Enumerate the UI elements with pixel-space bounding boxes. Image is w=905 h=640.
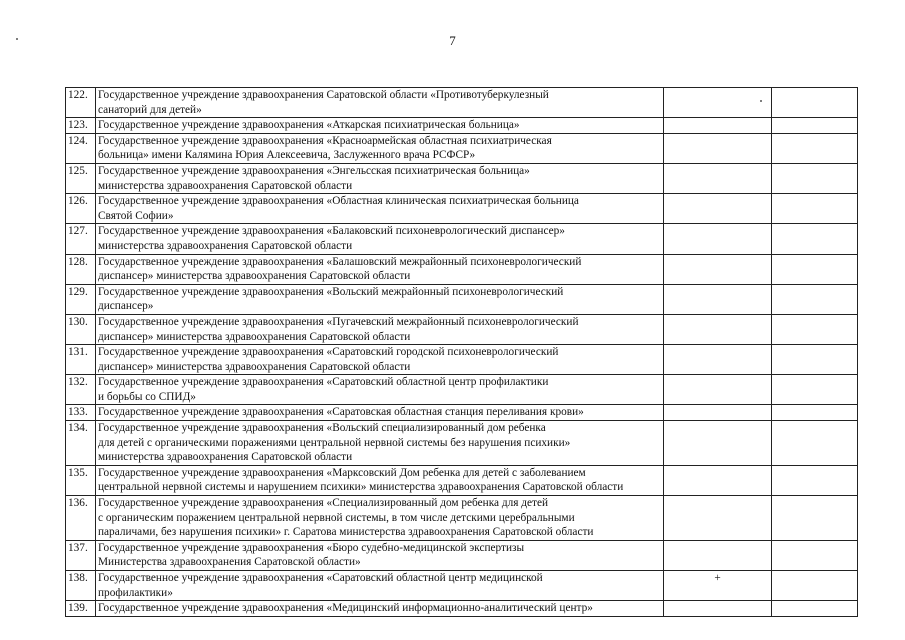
- row-number: 129.: [66, 284, 96, 314]
- institution-name: [96, 224, 664, 254]
- table-row: [66, 133, 858, 163]
- mark-cell-b: [772, 421, 858, 466]
- mark-cell-b: [772, 118, 858, 134]
- table-row: [66, 405, 858, 421]
- table-row: [66, 375, 858, 405]
- institution-name: [96, 405, 664, 421]
- row-number: 123.: [66, 118, 96, 134]
- row-number: 138.: [66, 571, 96, 601]
- institution-name: [96, 254, 664, 284]
- row-number: 134.: [66, 421, 96, 466]
- mark-cell-b: [772, 163, 858, 193]
- institution-name-line: профилактики»: [98, 586, 173, 599]
- institution-name: [96, 375, 664, 405]
- institution-name-line: Государственное учреждение здравоохранения «Балаковский психоневрологический диспансер»: [98, 225, 565, 238]
- institution-name: [96, 314, 664, 344]
- table-body: [66, 88, 858, 617]
- institution-name-line: Государственное учреждение здравоохранения «Областная клиническая психиатрическая больница: [98, 195, 579, 208]
- institution-name-line: министерства здравоохранения Саратовской области: [98, 451, 353, 464]
- mark-cell-a: [664, 284, 772, 314]
- institution-name-line: Государственное учреждение здравоохранения «Пугачевский межрайонный психоневрологический: [98, 315, 579, 328]
- institution-name: [96, 345, 664, 375]
- institution-name-line: Государственное учреждение здравоохранения Саратовской области «Противотуберкулезный: [98, 89, 549, 101]
- mark-cell-b: [772, 133, 858, 163]
- mark-cell-a: [664, 224, 772, 254]
- mark-cell-b: [772, 224, 858, 254]
- table-row: [66, 465, 858, 495]
- institutions-table: [65, 87, 858, 617]
- table-row: [66, 345, 858, 375]
- mark-cell-a: [664, 601, 772, 617]
- row-number: 136.: [66, 496, 96, 541]
- row-number: 128.: [66, 254, 96, 284]
- institution-name-line: и борьбы со СПИД»: [98, 390, 196, 403]
- row-number: 131.: [66, 345, 96, 375]
- row-number: 130.: [66, 314, 96, 344]
- institution-name-line: диспансер» министерства здравоохранения Саратовской области: [98, 270, 411, 283]
- table-row: [66, 571, 858, 601]
- mark-cell-a: [664, 118, 772, 134]
- institution-name: [96, 88, 664, 118]
- mark-cell-b: [772, 284, 858, 314]
- row-number: 124.: [66, 133, 96, 163]
- institution-name: [96, 284, 664, 314]
- mark-cell-b: [772, 571, 858, 601]
- mark-cell-a: [664, 163, 772, 193]
- row-number: 133.: [66, 405, 96, 421]
- institution-name: [96, 118, 664, 134]
- mark-cell-a: [664, 421, 772, 466]
- institution-name: [96, 571, 664, 601]
- mark-cell-b: [772, 405, 858, 421]
- institution-name-line: Государственное учреждение здравоохранения «Вольский специализированный дом ребенка: [98, 422, 546, 435]
- mark-cell-b: [772, 88, 858, 118]
- row-number: 127.: [66, 224, 96, 254]
- institution-name: [96, 465, 664, 495]
- table-row: [66, 496, 858, 541]
- institution-name: [96, 496, 664, 541]
- mark-cell-a: [664, 254, 772, 284]
- institution-name-line: Государственное учреждение здравоохранения «Саратовская областная станция переливания крови»: [98, 406, 584, 419]
- table-row: [66, 194, 858, 224]
- table-row: [66, 224, 858, 254]
- institution-name-line: для детей с органическими поражениями центральной нервной системы без нарушения психики»: [98, 436, 571, 449]
- institution-name: [96, 194, 664, 224]
- page-number: 7: [449, 33, 456, 48]
- institution-name-line: с органическим поражением центральной нервной системы, в том числе детскими церебральными: [98, 511, 575, 524]
- institution-name-line: министерства здравоохранения Саратовской области: [98, 239, 353, 252]
- mark-cell-a: [664, 88, 772, 118]
- institution-name: [96, 540, 664, 570]
- row-number: 137.: [66, 540, 96, 570]
- mark-cell-a: [664, 540, 772, 570]
- institution-name: [96, 421, 664, 466]
- mark-cell-a: [664, 345, 772, 375]
- mark-cell-a: [664, 496, 772, 541]
- table-row: [66, 540, 858, 570]
- mark-cell-a: [664, 133, 772, 163]
- institution-name-line: больница» имени Калямина Юрия Алексеевича, Заслуженного врача РСФСР»: [98, 149, 476, 162]
- institution-name-line: Государственное учреждение здравоохранения «Балашовский межрайонный психоневрологический: [98, 255, 582, 268]
- institution-name-line: диспансер» министерства здравоохранения Саратовской области: [98, 360, 411, 373]
- mark-cell-b: [772, 465, 858, 495]
- institution-name-line: Государственное учреждение здравоохранения «Саратовский областной центр профилактики: [98, 376, 549, 389]
- mark-cell-a: [664, 375, 772, 405]
- institution-name-line: Государственное учреждение здравоохранения «Саратовский областной центр медицинской: [98, 572, 543, 584]
- institution-name-line: Государственное учреждение здравоохранения «Бюро судебно-медицинской экспертизы: [98, 541, 525, 554]
- mark-cell-b: [772, 601, 858, 617]
- institution-name: [96, 163, 664, 193]
- mark-cell-b: [772, 254, 858, 284]
- institution-name: [96, 133, 664, 163]
- institution-name-line: Государственное учреждение здравоохранения «Марксовский Дом ребенка для детей с заболеванием: [98, 466, 586, 479]
- institution-name-line: Государственное учреждение здравоохранения «Специализированный дом ребенка для детей: [98, 497, 549, 510]
- table-row: [66, 421, 858, 466]
- row-number: 126.: [66, 194, 96, 224]
- scan-speck: [16, 38, 18, 40]
- mark-cell-b: [772, 314, 858, 344]
- institution-name-line: министерства здравоохранения Саратовской области: [98, 179, 353, 192]
- mark-cell-b: [772, 540, 858, 570]
- row-number: 135.: [66, 465, 96, 495]
- table-row: [66, 163, 858, 193]
- institution-name-line: центральной нервной системы и нарушением психики» министерства здравоохранения Саратовской области: [98, 481, 624, 494]
- mark-cell-a: [664, 314, 772, 344]
- institution-name-line: Святой Софии»: [98, 209, 174, 222]
- mark-cell-a: [664, 465, 772, 495]
- institution-name-line: Государственное учреждение здравоохранения «Энгельсская психиатрическая больница»: [98, 164, 530, 177]
- table-row: [66, 284, 858, 314]
- institution-name-line: Государственное учреждение здравоохранения «Аткарская психиатрическая больница»: [98, 119, 520, 132]
- institution-name-line: Государственное учреждение здравоохранения «Медицинский информационно-аналитический центр»: [98, 602, 593, 615]
- institution-name-line: санаторий для детей»: [98, 103, 202, 116]
- institution-name-line: Министерства здравоохранения Саратовской области»: [98, 556, 361, 569]
- row-number: 125.: [66, 163, 96, 193]
- institution-name-line: параличами, без нарушения психики» г. Саратова министерства здравоохранения Саратовской области: [98, 526, 594, 539]
- row-number: 132.: [66, 375, 96, 405]
- institution-name-line: Государственное учреждение здравоохранения «Саратовский городской психоневрологический: [98, 346, 559, 359]
- table-row: [66, 254, 858, 284]
- mark-cell-a: +: [664, 571, 772, 601]
- row-number: 139.: [66, 601, 96, 617]
- mark-cell-a: [664, 405, 772, 421]
- institution-name-line: Государственное учреждение здравоохранения «Вольский межрайонный психоневрологический: [98, 285, 564, 298]
- mark-cell-a: [664, 194, 772, 224]
- mark-cell-b: [772, 194, 858, 224]
- mark-cell-b: [772, 496, 858, 541]
- institution-name-line: диспансер» министерства здравоохранения Саратовской области: [98, 330, 411, 343]
- table-row: [66, 601, 858, 617]
- mark-cell-b: [772, 345, 858, 375]
- institution-name-line: Государственное учреждение здравоохранения «Красноармейская областная психиатрическая: [98, 134, 552, 147]
- institution-name-line: диспансер»: [98, 300, 154, 313]
- table-row: [66, 88, 858, 118]
- mark-cell-b: [772, 375, 858, 405]
- table-row: [66, 314, 858, 344]
- table-row: [66, 118, 858, 134]
- institution-name: [96, 601, 664, 617]
- row-number: 122.: [66, 88, 96, 118]
